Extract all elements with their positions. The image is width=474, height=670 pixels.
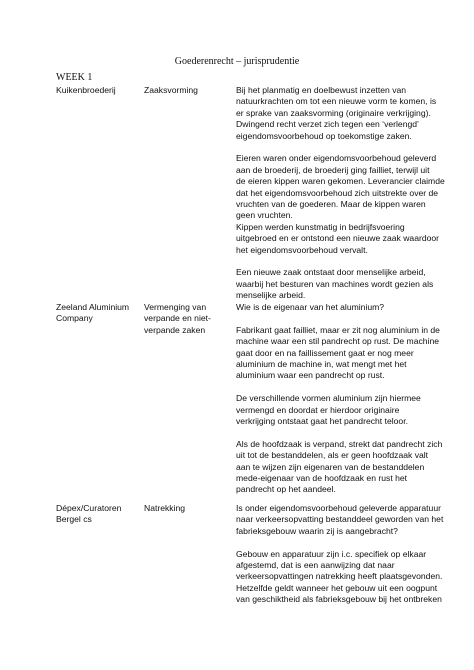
summary-paragraph: [236, 549, 456, 606]
case-name-line: Kuikenbroederij: [56, 85, 116, 95]
summary-line: uitgebroed en er ontstond een nieuwe zaak waardoor: [236, 233, 440, 244]
summary-paragraph: [236, 302, 456, 313]
case-name-line: Dépex/Curatoren: [56, 503, 122, 513]
summary-line: verkeersopvattingen natrekking heeft plaatsgevonden.: [236, 571, 443, 582]
case-name-line: Bergel cs: [56, 514, 92, 525]
summary-line: naar verkeersopvatting bestanddeel geworden van het: [236, 514, 444, 525]
summary-line: waarbij het besturen van machines wordt gezien als: [236, 278, 434, 289]
summary-line: eigendomsvoorbehoud op toekomstige zaken.: [236, 130, 412, 141]
summary-line: Wie is de eigenaar van het aluminium?: [236, 302, 385, 312]
summary-line: Als de hoofdzaak is verpand, strekt dat pandrecht zich: [236, 438, 443, 449]
summary-paragraph: [236, 153, 456, 256]
summary-line: aluminium waar een pandrecht op rust.: [236, 370, 385, 381]
case-name-line: Company: [56, 313, 93, 324]
summary-line: Fabrikant gaat failliet, maar er zit nog aluminium in de: [236, 324, 440, 335]
case-summary: [236, 85, 456, 302]
summary-line: De verschillende vormen aluminium zijn hiermee: [236, 393, 421, 404]
summary-line: er sprake van zaaksvorming (originaire verkrijging).: [236, 107, 431, 118]
summary-line: Is onder eigendomsvoorbehoud geleverde apparatuur: [236, 503, 441, 513]
summary-line: vermengd en doordat er hierdoor originaire: [236, 404, 400, 415]
summary-line: fabrieksgebouw waarin zij is aangebracht?: [236, 525, 398, 536]
case-topic: [144, 85, 230, 96]
summary-line: Dwingend recht verzet zich tegen een ‘verlengd’: [236, 119, 419, 130]
summary-line: het eigendomsvoorbehoud vervalt.: [236, 244, 368, 255]
summary-paragraph: [236, 439, 456, 496]
case-topic: [144, 302, 230, 336]
summary-line: aluminium de machine in, wat mengt met het: [236, 359, 407, 370]
case-summary: [236, 503, 456, 606]
summary-line: aan te wijzen zijn eigenaren van de bestanddelen: [236, 461, 425, 472]
summary-line: van geschiktheid als fabrieksgebouw bij het ontbreken: [236, 594, 442, 605]
summary-line: menselijke arbeid.: [236, 290, 306, 301]
summary-line: machine waar een stil pandrecht op rust. De machine: [236, 336, 440, 347]
summary-line: Een nieuwe zaak ontstaat door menselijke arbeid,: [236, 267, 426, 278]
document-title: Goederenrecht – jurisprudentie: [174, 56, 300, 67]
summary-line: pandrecht op het aandeel.: [236, 484, 336, 495]
summary-line: dat het eigendomsvoorbehoud zich uitstrekte over de: [236, 187, 439, 198]
week-heading: WEEK 1: [56, 72, 93, 83]
summary-line: Hetzelfde geldt wanneer het gebouw uit een oogpunt: [236, 582, 438, 593]
summary-paragraph: [236, 267, 456, 301]
case-summary: [236, 302, 456, 496]
case-topic-line: verpande en niet-: [144, 313, 211, 324]
case-name-line: Zeeland Aluminium: [56, 302, 130, 312]
summary-paragraph: [236, 85, 456, 142]
summary-line: Eieren waren onder eigendomsvoorbehoud geleverd: [236, 153, 437, 164]
case-name: [56, 85, 138, 96]
summary-line: Gebouw en apparatuur zijn i.c. specifiek op elkaar: [236, 548, 427, 559]
summary-line: mede-eigenaar van de hoofdzaak en rust het: [236, 473, 408, 484]
case-topic-line: Vermenging van: [144, 302, 207, 312]
summary-paragraph: [236, 325, 456, 382]
summary-line: verkrijging ontstaat gaat het pandrecht teloor.: [236, 416, 408, 427]
summary-paragraph: [236, 503, 456, 537]
case-topic-line: verpande zaken: [144, 324, 206, 335]
case-topic: [144, 503, 230, 514]
summary-line: afgestemd, dat is een aanwijzing dat naar: [236, 560, 395, 571]
summary-line: Bij het planmatig en doelbewust inzetten van: [236, 85, 407, 95]
case-name: [56, 302, 138, 325]
case-topic-line: Natrekking: [144, 503, 186, 513]
summary-line: natuurkrachten om tot een nieuwe vorm te komen, is: [236, 96, 437, 107]
case-topic-line: Zaaksvorming: [144, 85, 198, 95]
summary-line: vruchten van de goederen. Maar de kippen waren: [236, 199, 426, 210]
summary-line: uit tot de bestanddelen, als er geen hoofdzaak valt: [236, 450, 429, 461]
case-name: [56, 503, 138, 526]
summary-line: de eieren kippen waren gekomen. Leverancier claimde: [236, 176, 445, 187]
summary-line: gaat door en na faillissement gaat er nog meer: [236, 347, 414, 358]
summary-paragraph: [236, 393, 456, 427]
summary-line: aan de broederij, de broederij ging failliet, terwijl uit: [236, 164, 430, 175]
summary-line: geen vruchten.: [236, 210, 293, 221]
summary-line: Kippen werden kunstmatig in bedrijfsvoering: [236, 221, 405, 232]
